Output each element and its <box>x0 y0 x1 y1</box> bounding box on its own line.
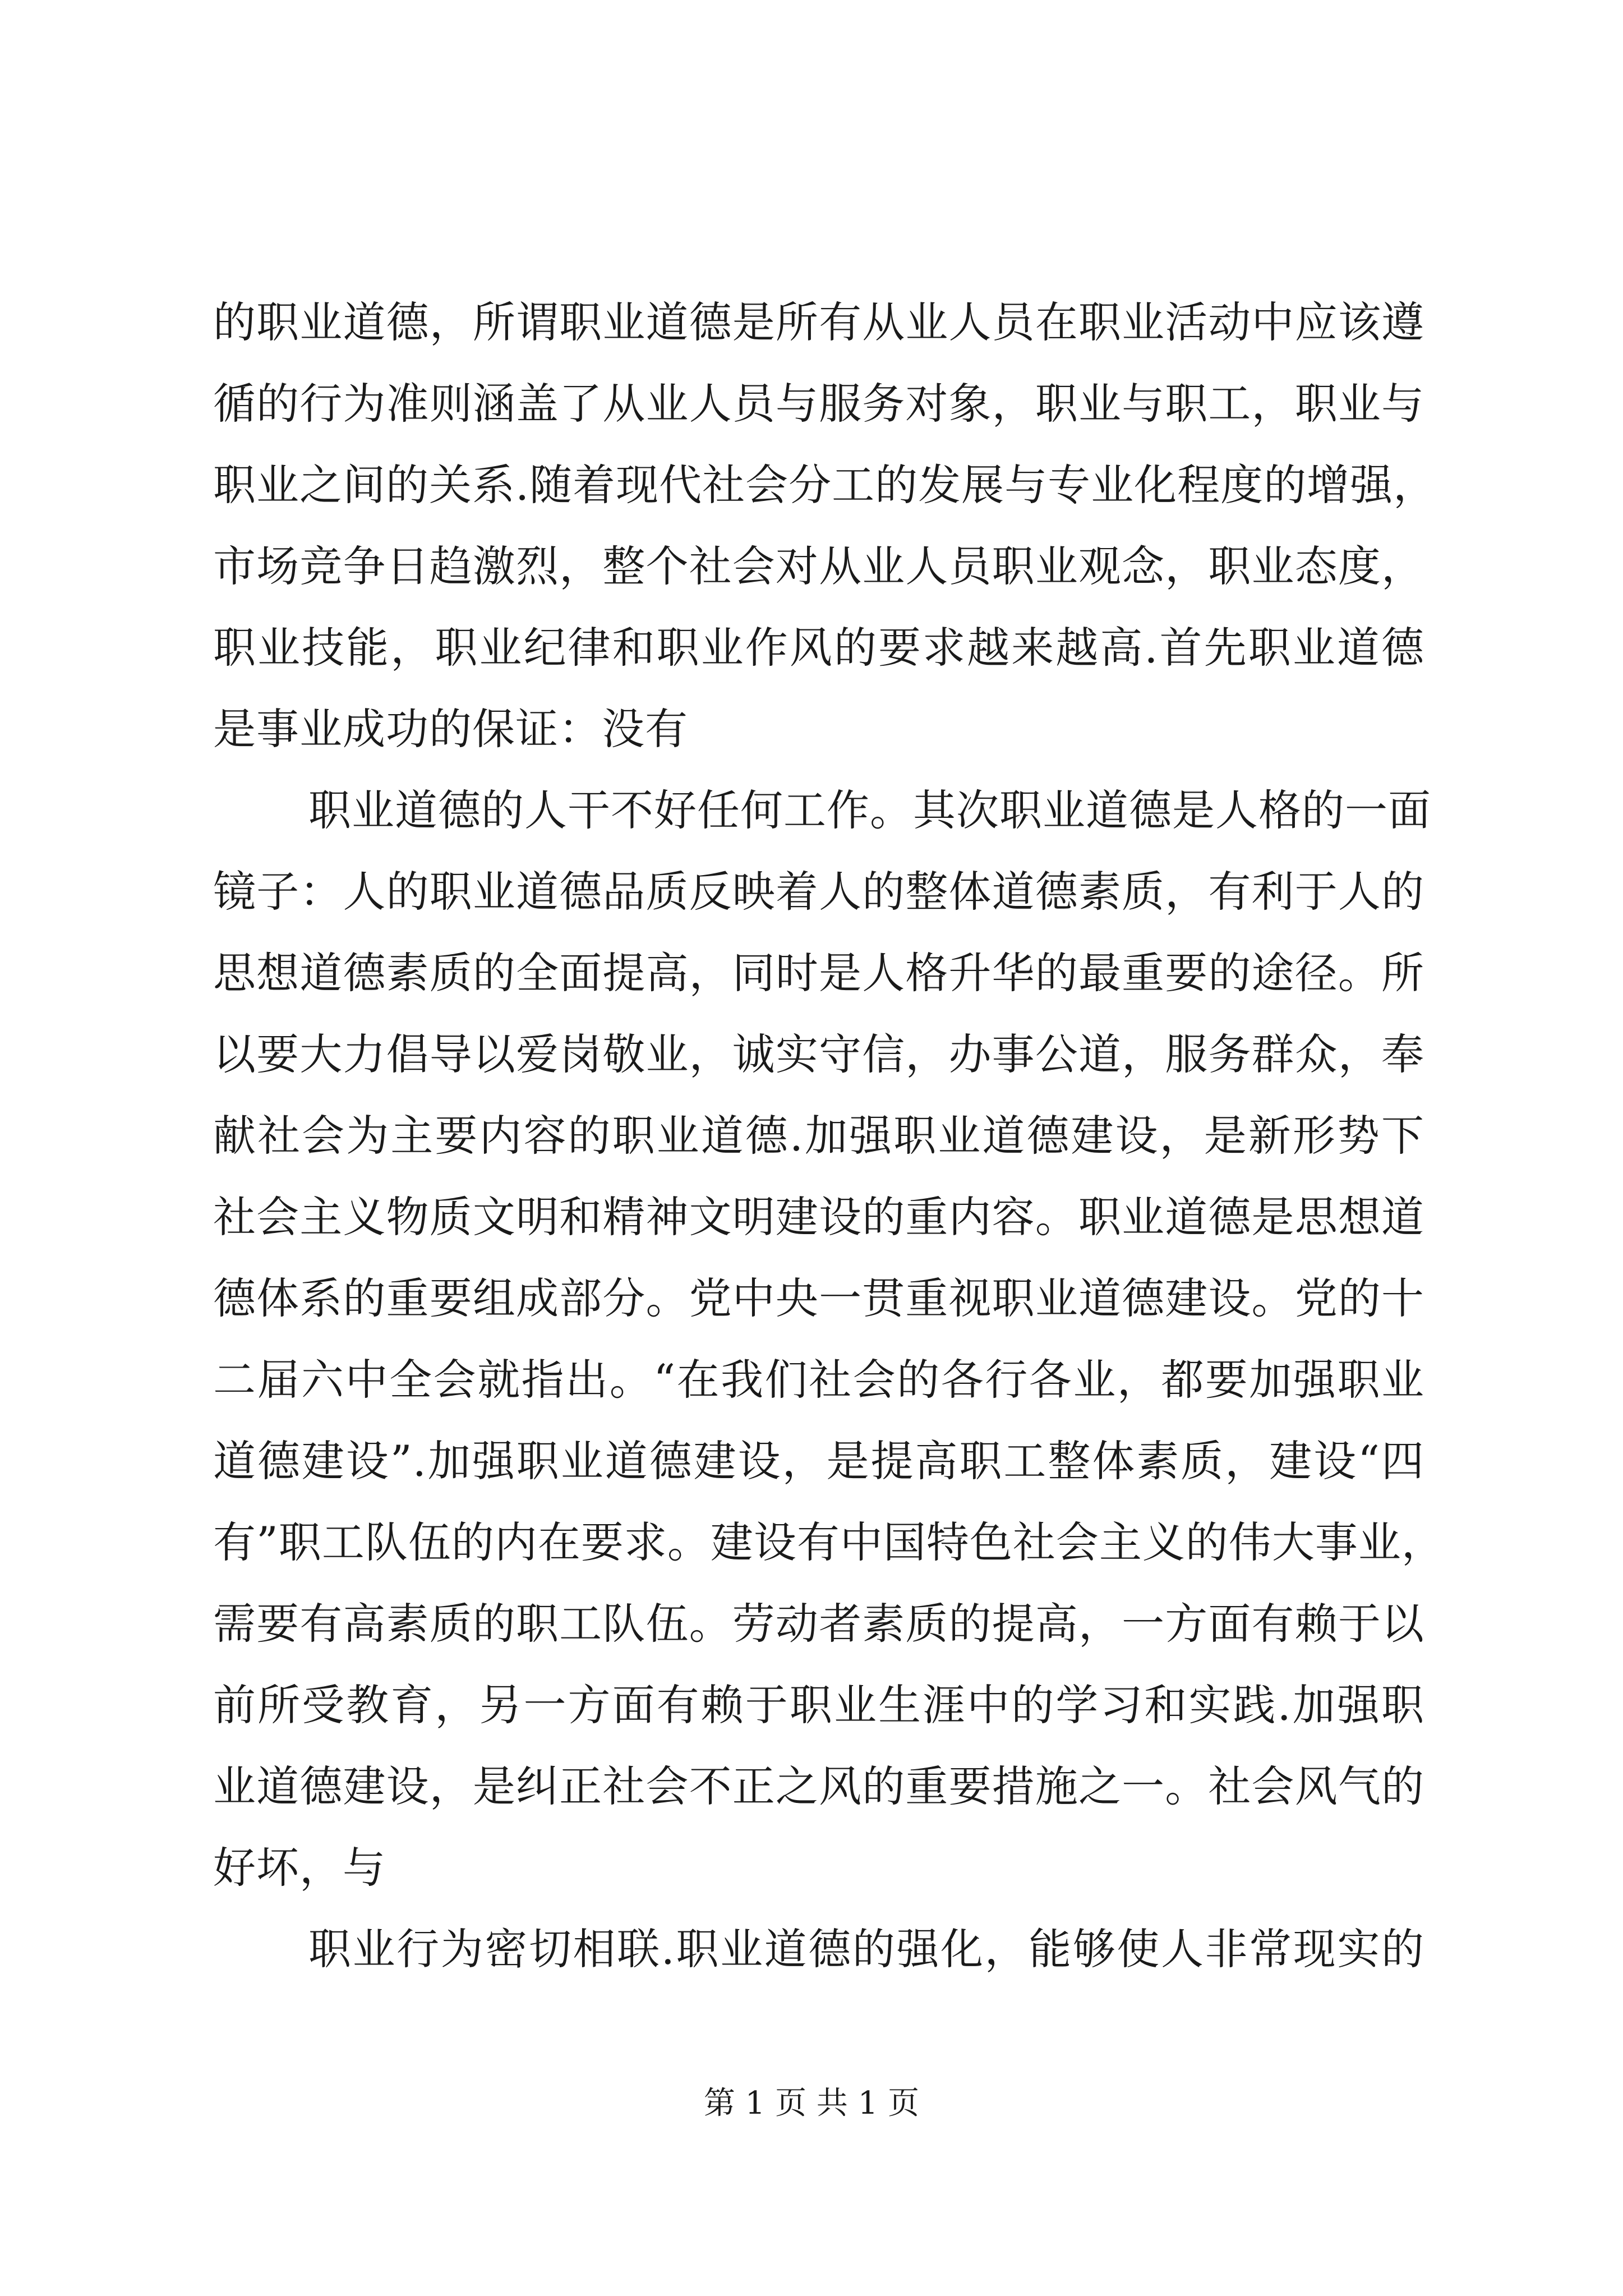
paragraph-first-line: 职业行为密切相联.职业道德的强化，能够使人非常现实的 <box>308 1924 1424 1974</box>
text-line: 二届六中全会就指出。“在我们社会的各行各业，都要加强职业 <box>213 1355 1424 1405</box>
text-line: 市场竞争日趋激烈，整个社会对从业人员职业观念，职业态度， <box>213 541 1424 591</box>
text-line: 的职业道德，所谓职业道德是所有从业人员在职业活动中应该遵 <box>213 297 1424 347</box>
text-line: 职业之间的关系.随着现代社会分工的发展与专业化程度的增强， <box>213 460 1437 510</box>
text-line: 需要有高素质的职工队伍。劳动者素质的提高，一方面有赖于以 <box>213 1599 1424 1649</box>
text-line: 有”职工队伍的内在要求。建设有中国特色社会主义的伟大事业， <box>213 1517 1445 1567</box>
text-line: 职业技能，职业纪律和职业作风的要求越来越高.首先职业道德 <box>213 623 1424 673</box>
text-line: 德体系的重要组成部分。党中央一贯重视职业道德建设。党的十 <box>213 1273 1424 1323</box>
text-line: 献社会为主要内容的职业道德.加强职业道德建设，是新形势下 <box>213 1111 1424 1161</box>
text-line: 好坏，与 <box>213 1843 386 1893</box>
text-line: 前所受教育，另一方面有赖于职业生涯中的学习和实践.加强职 <box>213 1680 1424 1730</box>
text-line: 道德建设”.加强职业道德建设，是提高职工整体素质，建设“四 <box>213 1436 1424 1486</box>
text-line: 镜子：人的职业道德品质反映着人的整体道德素质，有利于人的 <box>213 867 1424 917</box>
page-footer: 第 1 页 共 1 页 <box>703 2085 920 2122</box>
text-line: 业道德建设，是纠正社会不正之风的重要措施之一。社会风气的 <box>213 1761 1424 1811</box>
text-line: 思想道德素质的全面提高，同时是人格升华的最重要的途径。所 <box>213 948 1424 998</box>
text-line: 是事业成功的保证：没有 <box>213 704 688 754</box>
text-line: 以要大力倡导以爱岗敬业，诚实守信，办事公道，服务群众，奉 <box>213 1029 1424 1079</box>
paragraph-first-line: 职业道德的人干不好任何工作。其次职业道德是人格的一面 <box>308 785 1431 835</box>
text-line: 社会主义物质文明和精神文明建设的重内容。职业道德是思想道 <box>213 1192 1424 1242</box>
text-line: 循的行为准则涵盖了从业人员与服务对象，职业与职工，职业与 <box>213 379 1424 429</box>
